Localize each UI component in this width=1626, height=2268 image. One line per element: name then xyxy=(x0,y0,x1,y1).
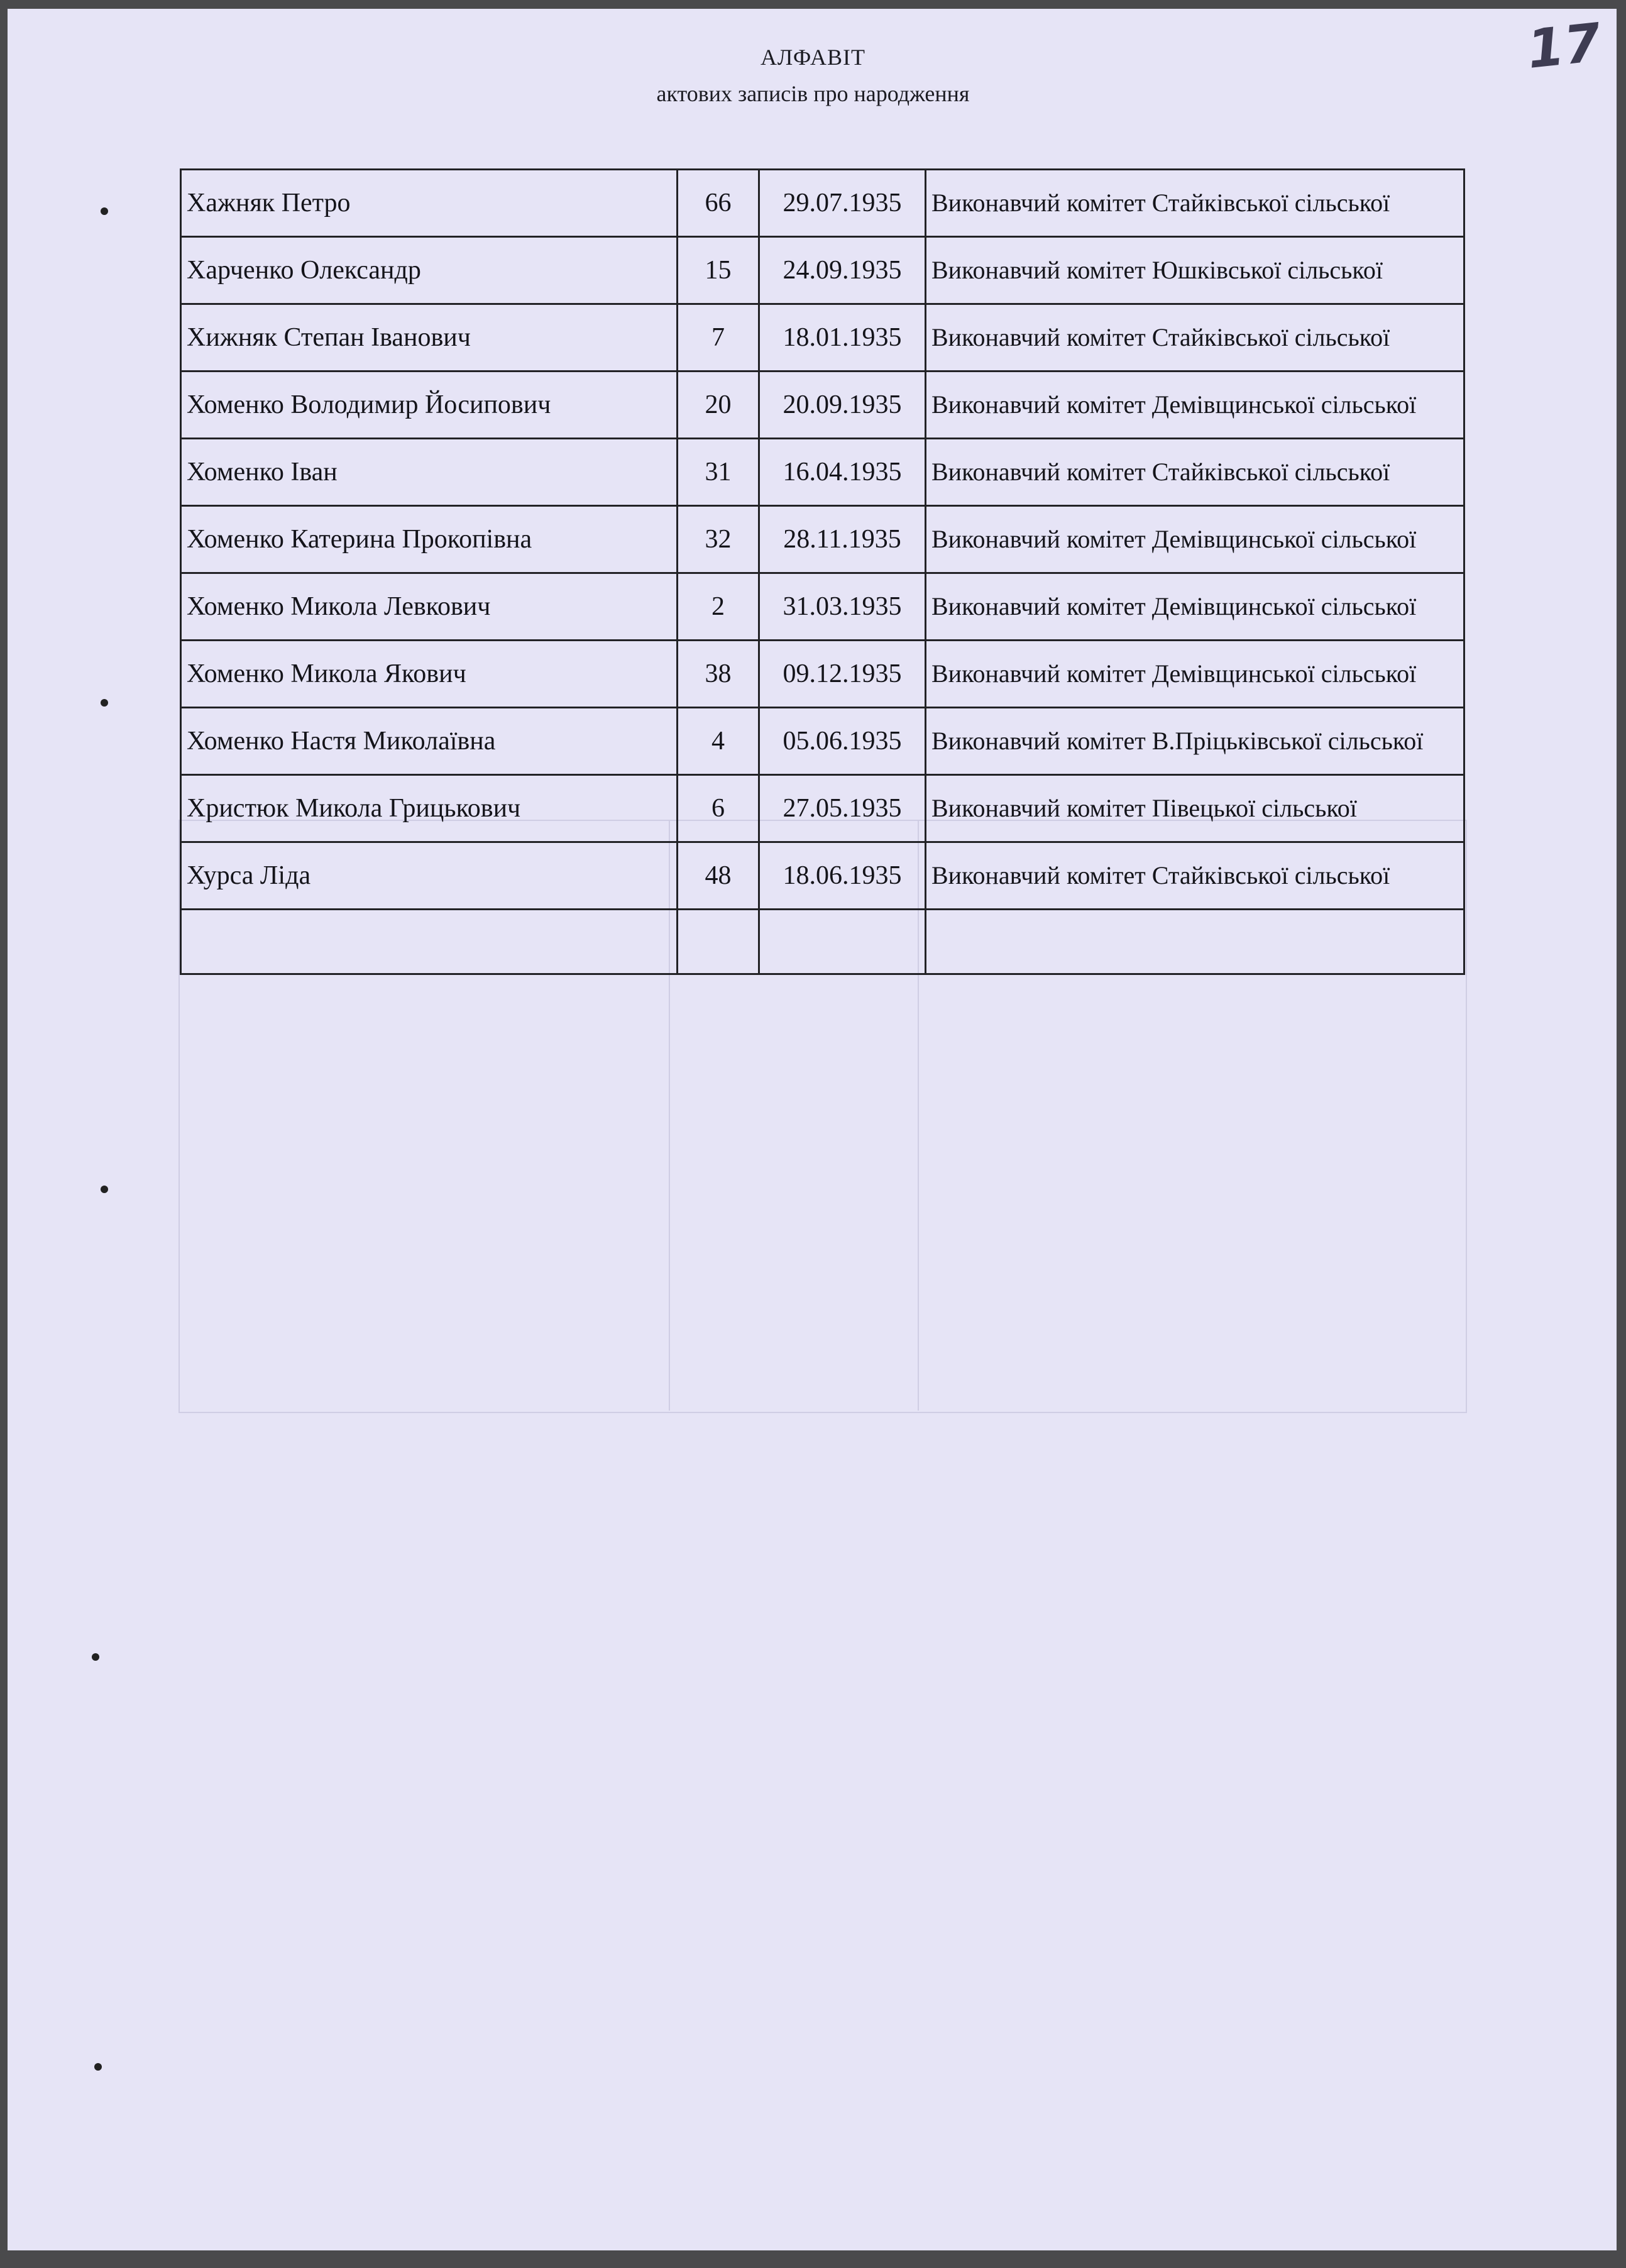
person-name: Хоменко Іван xyxy=(181,439,678,506)
person-name: Христюк Микола Грицькович xyxy=(181,775,678,842)
council-name: Виконавчий комітет Демівщинської сільської xyxy=(926,372,1464,439)
council-name: Виконавчий комітет Стайківської сільської xyxy=(926,842,1464,910)
record-date: 20.09.1935 xyxy=(759,372,926,439)
table-row xyxy=(181,842,1464,910)
council-name: Виконавчий комітет Стайківської сільської xyxy=(926,170,1464,237)
empty-cell xyxy=(181,910,678,974)
record-number: 20 xyxy=(678,372,759,439)
council-name: Виконавчий комітет Демівщинської сільської xyxy=(926,506,1464,573)
person-name: Хоменко Микола Левкович xyxy=(181,573,678,641)
council-name: Виконавчий комітет Демівщинської сільської xyxy=(926,641,1464,708)
empty-cell xyxy=(926,910,1464,974)
person-name: Харченко Олександр xyxy=(181,237,678,304)
document-title: АЛФАВІТ xyxy=(760,45,866,70)
council-name: Виконавчий комітет Півецької сільської xyxy=(926,775,1464,842)
record-number: 7 xyxy=(678,304,759,372)
person-name: Хоменко Микола Якович xyxy=(181,641,678,708)
person-name: Хоменко Володимир Йосипович xyxy=(181,372,678,439)
person-name: Хижняк Степан Іванович xyxy=(181,304,678,372)
birth-records-table xyxy=(180,168,1465,975)
table-row xyxy=(181,775,1464,842)
record-number: 66 xyxy=(678,170,759,237)
document-subtitle: актових записів про народження xyxy=(656,81,970,106)
table-row xyxy=(181,439,1464,506)
council-name: Виконавчий комітет Стайківської сільської xyxy=(926,439,1464,506)
person-name: Хоменко Настя Миколаївна xyxy=(181,708,678,775)
record-number: 15 xyxy=(678,237,759,304)
record-date: 28.11.1935 xyxy=(759,506,926,573)
record-number: 48 xyxy=(678,842,759,910)
punch-hole-mark xyxy=(101,1186,108,1193)
page-number: 17 xyxy=(1524,11,1604,80)
table-row xyxy=(181,641,1464,708)
council-name: Виконавчий комітет В.Пріцьківської сільської xyxy=(926,708,1464,775)
record-date: 18.06.1935 xyxy=(759,842,926,910)
empty-cell xyxy=(759,910,926,974)
empty-cell xyxy=(678,910,759,974)
record-number: 31 xyxy=(678,439,759,506)
record-date: 31.03.1935 xyxy=(759,573,926,641)
record-number: 38 xyxy=(678,641,759,708)
record-date: 09.12.1935 xyxy=(759,641,926,708)
punch-hole-mark xyxy=(101,699,108,707)
table-row xyxy=(181,170,1464,237)
record-number: 6 xyxy=(678,775,759,842)
record-date: 05.06.1935 xyxy=(759,708,926,775)
table-row xyxy=(181,708,1464,775)
record-number: 4 xyxy=(678,708,759,775)
punch-hole-mark xyxy=(92,1653,99,1661)
council-name: Виконавчий комітет Стайківської сільської xyxy=(926,304,1464,372)
record-date: 24.09.1935 xyxy=(759,237,926,304)
punch-hole-mark xyxy=(94,2063,102,2071)
person-name: Хоменко Катерина Прокопівна xyxy=(181,506,678,573)
record-number: 2 xyxy=(678,573,759,641)
table-row xyxy=(181,506,1464,573)
record-date: 18.01.1935 xyxy=(759,304,926,372)
table-row xyxy=(181,237,1464,304)
person-name: Хажняк Петро xyxy=(181,170,678,237)
punch-hole-mark xyxy=(101,207,108,215)
table-row xyxy=(181,573,1464,641)
record-date: 27.05.1935 xyxy=(759,775,926,842)
empty-table-row xyxy=(181,910,1464,974)
table-row xyxy=(181,304,1464,372)
record-date: 16.04.1935 xyxy=(759,439,926,506)
table-row xyxy=(181,372,1464,439)
record-date: 29.07.1935 xyxy=(759,170,926,237)
person-name: Хурса Ліда xyxy=(181,842,678,910)
council-name: Виконавчий комітет Демівщинської сільської xyxy=(926,573,1464,641)
record-number: 32 xyxy=(678,506,759,573)
council-name: Виконавчий комітет Юшківської сільської xyxy=(926,237,1464,304)
